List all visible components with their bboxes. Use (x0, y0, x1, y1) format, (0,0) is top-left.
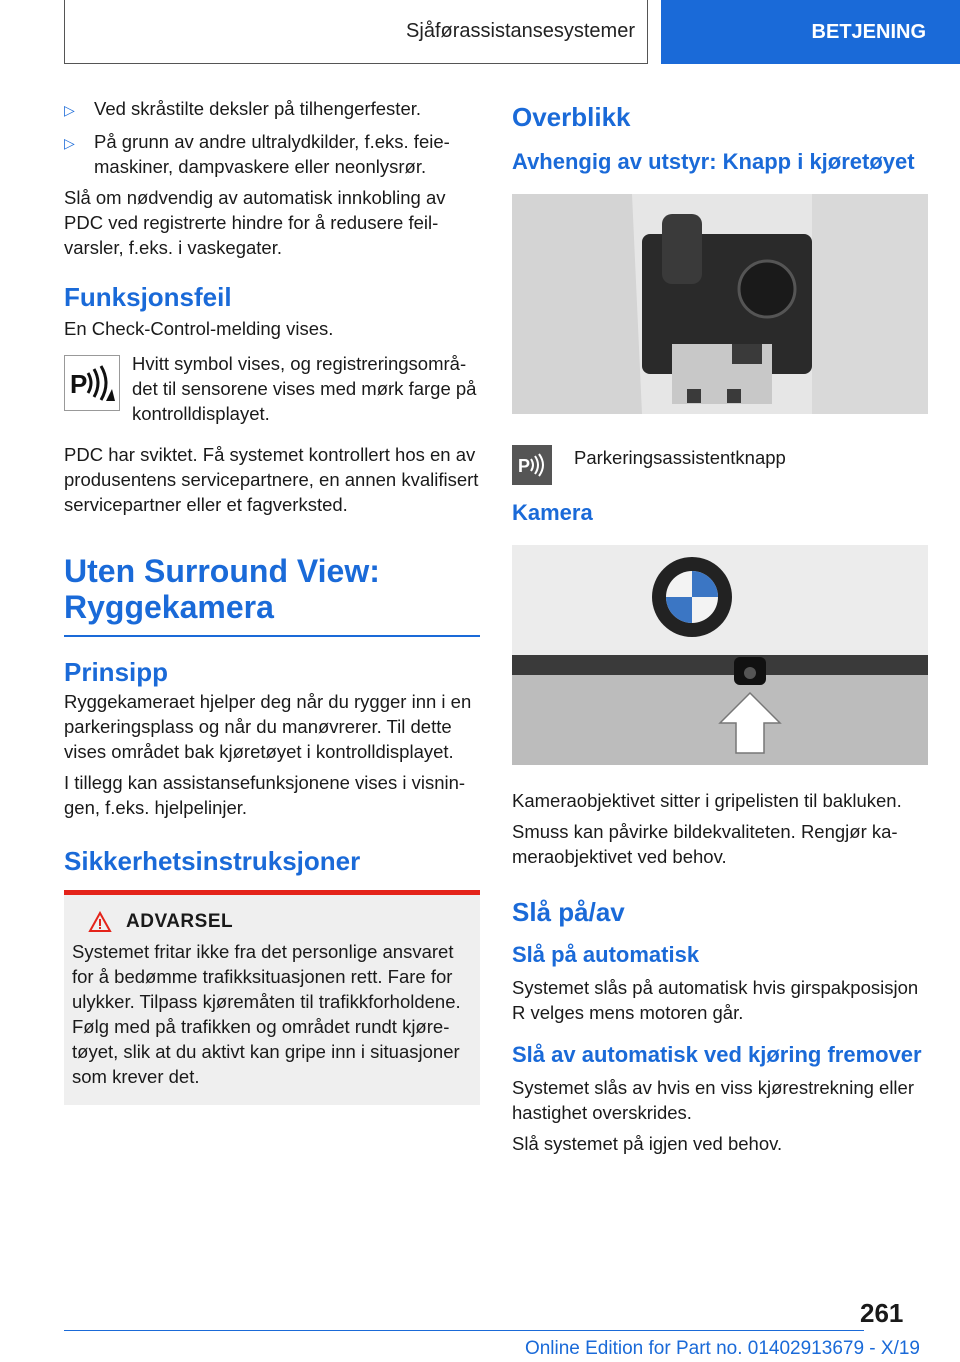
heading-avhengig: Avhengig av utstyr: Knapp i kjøretøyet (512, 149, 915, 174)
paragraph: I tillegg kan assistansefunksjonene vises i visningen, f.eks. hjelpelinjer. (64, 772, 466, 818)
paragraph: Slå systemet på igjen ved behov. (512, 1133, 783, 1154)
paragraph: Hvitt symbol vises, og registreringsområdet til sensorene vises med mørk farge på kontrolldisplayet. (132, 353, 477, 424)
paragraph: Systemet slås på automatisk hvis girspakposisjon R velges mens motoren går. (512, 977, 919, 1023)
list-item-text: På grunn av andre ultralydkilder, f.eks. feiemaskiner, dampvaskere eller neonlysrør. (94, 131, 450, 177)
list-item-text: Ved skråstilte deksler på tilhengerfester. (94, 98, 422, 119)
section-title: Sjåførassistansesystemer (406, 20, 635, 42)
caption: Parkeringsassistentknapp (574, 447, 786, 468)
footer-edition: Online Edition for Part no. 01402913679 - X/19 (524, 1338, 920, 1359)
warning-text: Systemet fritar ikke fra det personlige ansvaret for å bedømme trafikksituasjonen rett. Fare for ulykker. Tilpass kjøremåten til trafikkforholdene. Følg med på trafikken og området rundt kjøretøyet, slik at du aktivt kan gripe inn i situasjoner som krever det. (72, 941, 461, 1087)
left-column (64, 96, 480, 1105)
heading-sla: Slå på/av (512, 897, 625, 927)
heading-main: Uten Surround View: Ryggekamera (64, 553, 480, 637)
heading-funksjonsfeil: Funksjonsfeil (64, 282, 232, 312)
list-item (64, 129, 480, 179)
parking-assistant-button-icon (512, 445, 552, 485)
paragraph: Smuss kan påvirke bildekvaliteten. Rengjør kameraobjektivet ved behov. (512, 821, 898, 867)
right-column (512, 96, 928, 1162)
warning-title (72, 911, 472, 933)
svg-text:P: P (70, 369, 88, 399)
warning-box (64, 890, 480, 1105)
paragraph: Systemet slås av hvis en viss kjørestrekning eller hastighet overskrides. (512, 1077, 914, 1123)
heading-kamera: Kamera (512, 500, 593, 525)
paragraph: En Check-Control-melding vises. (64, 318, 334, 339)
heading-overblikk: Overblikk (512, 102, 631, 132)
triangle-bullet-icon: ▷ (64, 102, 75, 118)
heading-prinsipp: Prinsipp (64, 657, 169, 687)
button-caption-row (512, 441, 928, 485)
triangle-bullet-icon: ▷ (64, 135, 75, 151)
warning-triangle-icon (88, 911, 112, 933)
center-console-photo (512, 194, 928, 414)
paragraph: Kameraobjektivet sitter i gripelisten til bakluken. (512, 790, 902, 811)
paragraph: Ryggekameraet hjelper deg når du rygger inn i en parkeringsplass og når du manøvrerer. Til dette vises området bak kjøretøyet i kontrolldisplayet. (64, 691, 472, 762)
pdc-symbol-icon (64, 355, 120, 411)
chapter-title: BETJENING (811, 20, 926, 43)
rear-camera-photo (512, 545, 928, 765)
list-item (64, 96, 480, 123)
svg-text:P: P (518, 456, 531, 476)
footer-divider (64, 1330, 864, 1331)
heading-sla-pa-auto: Slå på automatisk (512, 942, 700, 967)
icon-paragraph (64, 351, 480, 426)
running-header-section (64, 0, 648, 64)
heading-sikkerhet: Sikkerhetsinstruksjoner (64, 846, 361, 876)
heading-sla-av-auto: Slå av automatisk ved kjøring fremover (512, 1042, 922, 1067)
page-number: 261 (860, 1298, 904, 1328)
paragraph: Slå om nødvendig av automatisk innkobling av PDC ved registrerte hindre for å redusere feilvarsler, f.eks. i vaskegater. (64, 187, 446, 258)
warning-title-text: ADVARSEL (126, 911, 234, 932)
paragraph: PDC har sviktet. Få systemet kontrollert hos en av produsentens servicepartnere, en annen kvalifisert servicepartner eller et fagverksted. (64, 444, 479, 515)
running-header-chapter (661, 0, 960, 64)
